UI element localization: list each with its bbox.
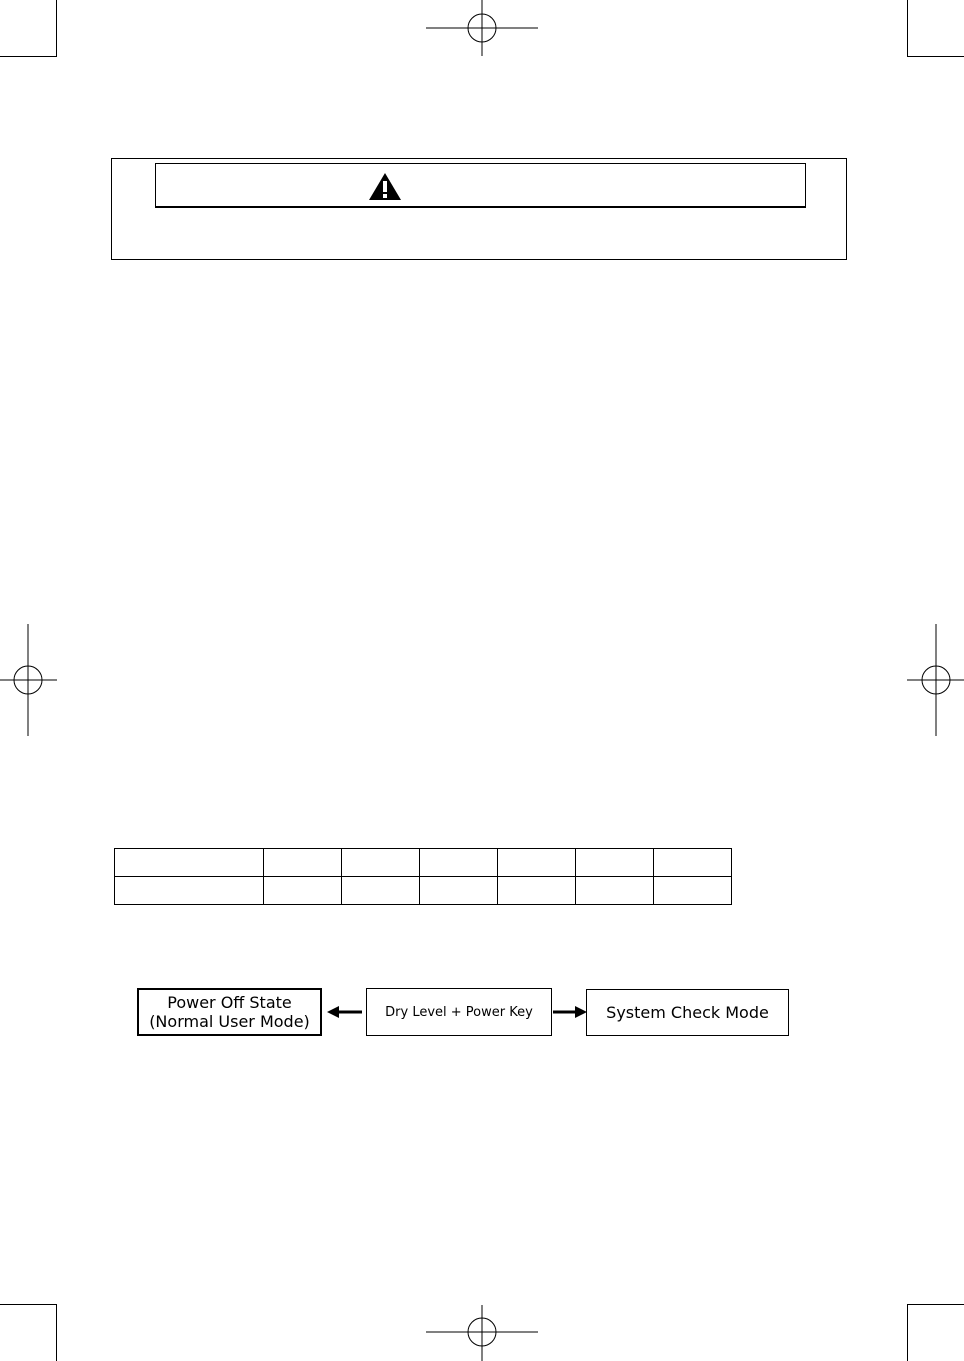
- power-off-state-label: Power Off State (Normal User Mode): [149, 993, 310, 1031]
- table-row: [115, 849, 732, 877]
- table-cell: [342, 877, 420, 905]
- registration-target-bottom: [426, 1305, 538, 1361]
- crop-mark-bottom-left-horizontal: [0, 1304, 57, 1305]
- table-cell: [498, 849, 576, 877]
- crop-mark-top-right-vertical: [907, 0, 908, 57]
- table-cell: [115, 849, 264, 877]
- arrow-left-icon: [327, 1005, 363, 1019]
- table-cell: [654, 849, 732, 877]
- table-cell: [420, 877, 498, 905]
- caution-body: [160, 215, 800, 255]
- table-cell: [654, 877, 732, 905]
- table-cell: [264, 877, 342, 905]
- table-cell: [498, 877, 576, 905]
- mode-table: [114, 848, 732, 905]
- crop-mark-bottom-right-vertical: [907, 1304, 908, 1361]
- registration-target-left: [0, 624, 57, 736]
- table-cell: [264, 849, 342, 877]
- table-row: [115, 877, 732, 905]
- caution-header: [155, 163, 806, 208]
- table-cell: [576, 877, 654, 905]
- table-cell: [342, 849, 420, 877]
- key-combo-box: [366, 988, 552, 1036]
- key-combo-label: Dry Level + Power Key: [385, 1004, 533, 1020]
- registration-target-right: [907, 624, 964, 736]
- system-check-mode-box: [586, 989, 789, 1036]
- table-cell: [420, 849, 498, 877]
- table-cell: [576, 849, 654, 877]
- warning-triangle-icon: [368, 172, 402, 201]
- crop-mark-top-right-horizontal: [907, 56, 964, 57]
- crop-mark-bottom-right-horizontal: [907, 1304, 964, 1305]
- power-off-state-box: [137, 988, 322, 1036]
- crop-mark-top-left-vertical: [56, 0, 57, 57]
- registration-target-top: [426, 0, 538, 56]
- system-check-mode-label: System Check Mode: [606, 1003, 769, 1022]
- crop-mark-bottom-left-vertical: [56, 1304, 57, 1361]
- table-cell: [115, 877, 264, 905]
- crop-mark-top-left-horizontal: [0, 56, 57, 57]
- arrow-right-icon: [553, 1005, 587, 1019]
